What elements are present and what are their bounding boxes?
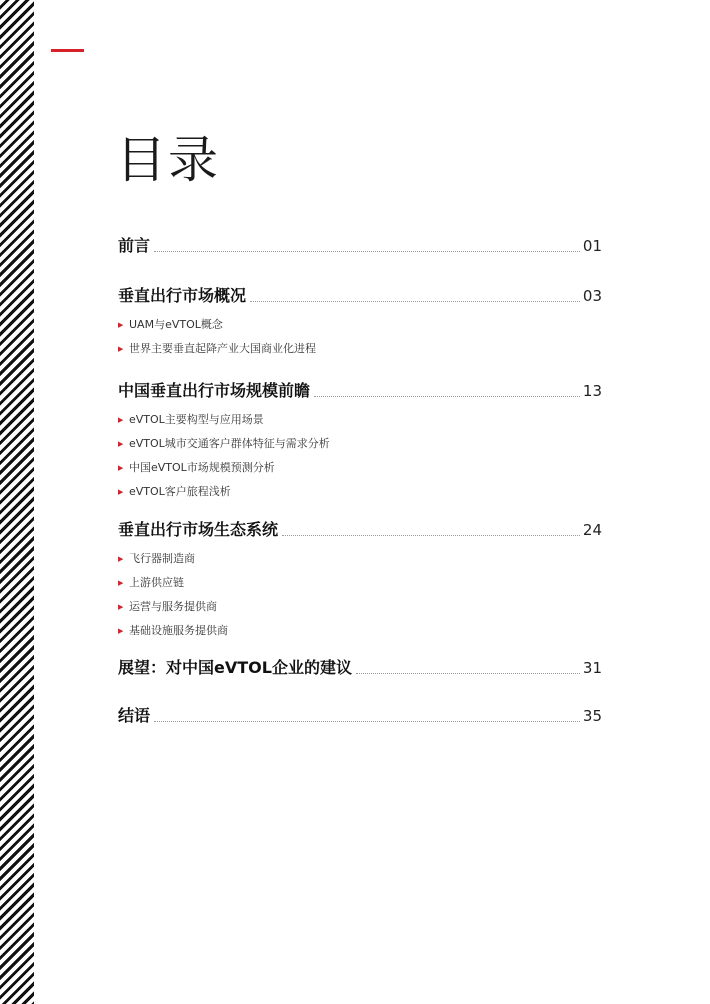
dot-leader [250,300,580,302]
toc-subsection[interactable] [118,408,602,432]
bullet-triangle-icon: ▶ [118,416,124,424]
toc-subsection-label: 上游供应链 [129,576,184,589]
toc-section[interactable] [118,517,602,643]
toc-subsection[interactable] [118,595,602,619]
toc-entry-page: 31 [582,659,602,677]
toc-subsection-label: eVTOL主要构型与应用场景 [129,413,264,426]
bullet-triangle-icon: ▶ [118,627,124,635]
bullet-triangle-icon: ▶ [118,603,124,611]
toc-entry-page: 35 [582,707,602,725]
bullet-triangle-icon: ▶ [118,488,124,496]
bullet-triangle-icon: ▶ [118,440,124,448]
diagonal-stripe-border [0,0,34,1004]
dot-leader [282,534,580,536]
bullet-triangle-icon: ▶ [118,345,124,353]
toc-subsection[interactable] [118,547,602,571]
toc-entry-title: 垂直出行市场概况 [118,286,247,305]
toc-entry-page: 24 [582,521,602,539]
toc-section[interactable] [118,703,602,727]
toc-entry-title: 垂直出行市场生态系统 [118,520,279,539]
toc-subsection-label: eVTOL城市交通客户群体特征与需求分析 [129,437,330,450]
dot-leader [154,720,580,722]
toc-entry-title: 前言 [118,236,151,255]
toc-subsection-list [118,313,602,361]
toc-subsection-list [118,547,602,643]
toc-section[interactable] [118,378,602,504]
toc-entry[interactable] [118,655,602,679]
toc-entry[interactable] [118,517,602,541]
dot-leader [154,250,580,252]
bullet-triangle-icon: ▶ [118,464,124,472]
toc-subsection[interactable] [118,456,602,480]
red-accent-line [51,49,84,52]
toc-entry-page: 01 [582,237,602,255]
toc-entry-page: 03 [582,287,602,305]
toc-subsection-label: 基础设施服务提供商 [129,624,228,637]
toc-subsection-label: 飞行器制造商 [129,552,195,565]
toc-subsection-label: 中国eVTOL市场规模预测分析 [129,461,275,474]
toc-subsection[interactable] [118,480,602,504]
toc-entry-page: 13 [582,382,602,400]
page-title: 目录 [116,131,220,189]
bullet-triangle-icon: ▶ [118,555,124,563]
toc-subsection[interactable] [118,571,602,595]
dot-leader [314,395,580,397]
toc-section[interactable] [118,283,602,361]
toc-subsection[interactable] [118,432,602,456]
toc-section[interactable] [118,655,602,679]
toc-subsection-list [118,408,602,504]
toc-subsection[interactable] [118,619,602,643]
dot-leader [356,672,580,674]
toc-subsection-label: 世界主要垂直起降产业大国商业化进程 [129,342,316,355]
toc-entry-title: 结语 [118,706,151,725]
toc-subsection-label: 运营与服务提供商 [129,600,217,613]
toc-entry-title: 展望：对中国eVTOL企业的建议 [118,658,352,677]
toc-entry-title: 中国垂直出行市场规模前瞻 [118,381,311,400]
toc-section[interactable] [118,233,602,257]
bullet-triangle-icon: ▶ [118,321,124,329]
toc-subsection-label: eVTOL客户旅程浅析 [129,485,231,498]
toc-entry[interactable] [118,703,602,727]
toc-subsection-label: UAM与eVTOL概念 [129,318,223,331]
toc-entry[interactable] [118,233,602,257]
toc-entry[interactable] [118,378,602,402]
toc-subsection[interactable] [118,313,602,337]
toc-entry[interactable] [118,283,602,307]
toc-subsection[interactable] [118,337,602,361]
bullet-triangle-icon: ▶ [118,579,124,587]
